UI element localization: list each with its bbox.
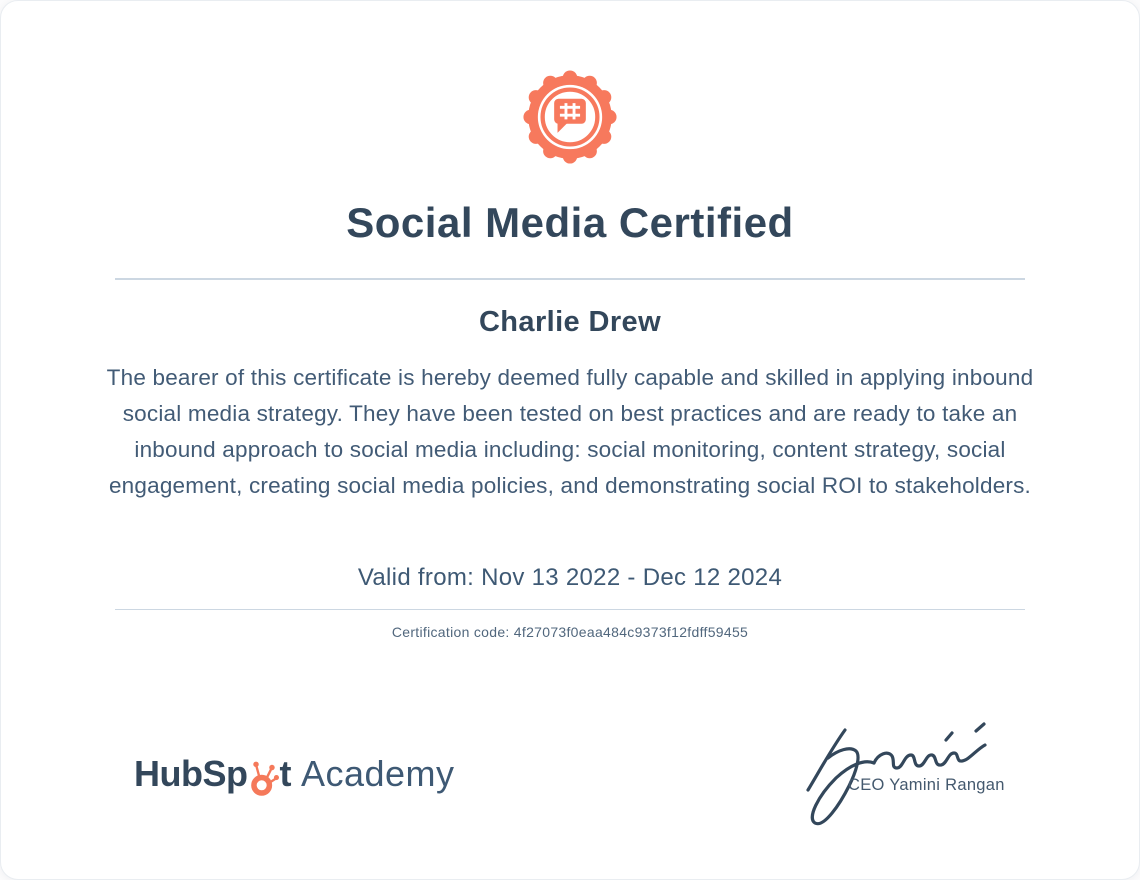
hubspot-sprocket-icon [248, 757, 279, 799]
hashtag-speech-bubble-seal-icon [522, 69, 618, 165]
validity-text: Valid from: Nov 13 2022 - Dec 12 2024 [357, 564, 783, 591]
academy-wordmark: Academy [300, 753, 455, 794]
hubspot-wordmark-end: t [279, 753, 291, 794]
hubspot-academy-logo [134, 753, 455, 795]
certificate-title: Social Media Certified [346, 199, 794, 246]
certificate-description: The bearer of this certificate is hereby deemed fully capable and skilled in applying inbound social media strategy. They have been tested on best practices and are ready to take an inbound approach to social media including: social monitoring, content strategy, social engagement, creating social media policies, and demonstrating social ROI to stakeholders. [106, 365, 1034, 498]
certificate-footer [1, 718, 1139, 879]
hubspot-wordmark-start: HubSp [134, 753, 248, 794]
recipient-name: Charlie Drew [478, 306, 662, 338]
divider-bottom [115, 609, 1025, 610]
certification-code: Certification code: 4f27073f0eaa484c9373f12fdff59455 [391, 624, 749, 640]
hubspot-wordmark [134, 753, 291, 795]
signature-caption: CEO Yamini Rangan [848, 776, 1005, 794]
signature-block [798, 718, 1013, 843]
divider-top [115, 278, 1025, 280]
